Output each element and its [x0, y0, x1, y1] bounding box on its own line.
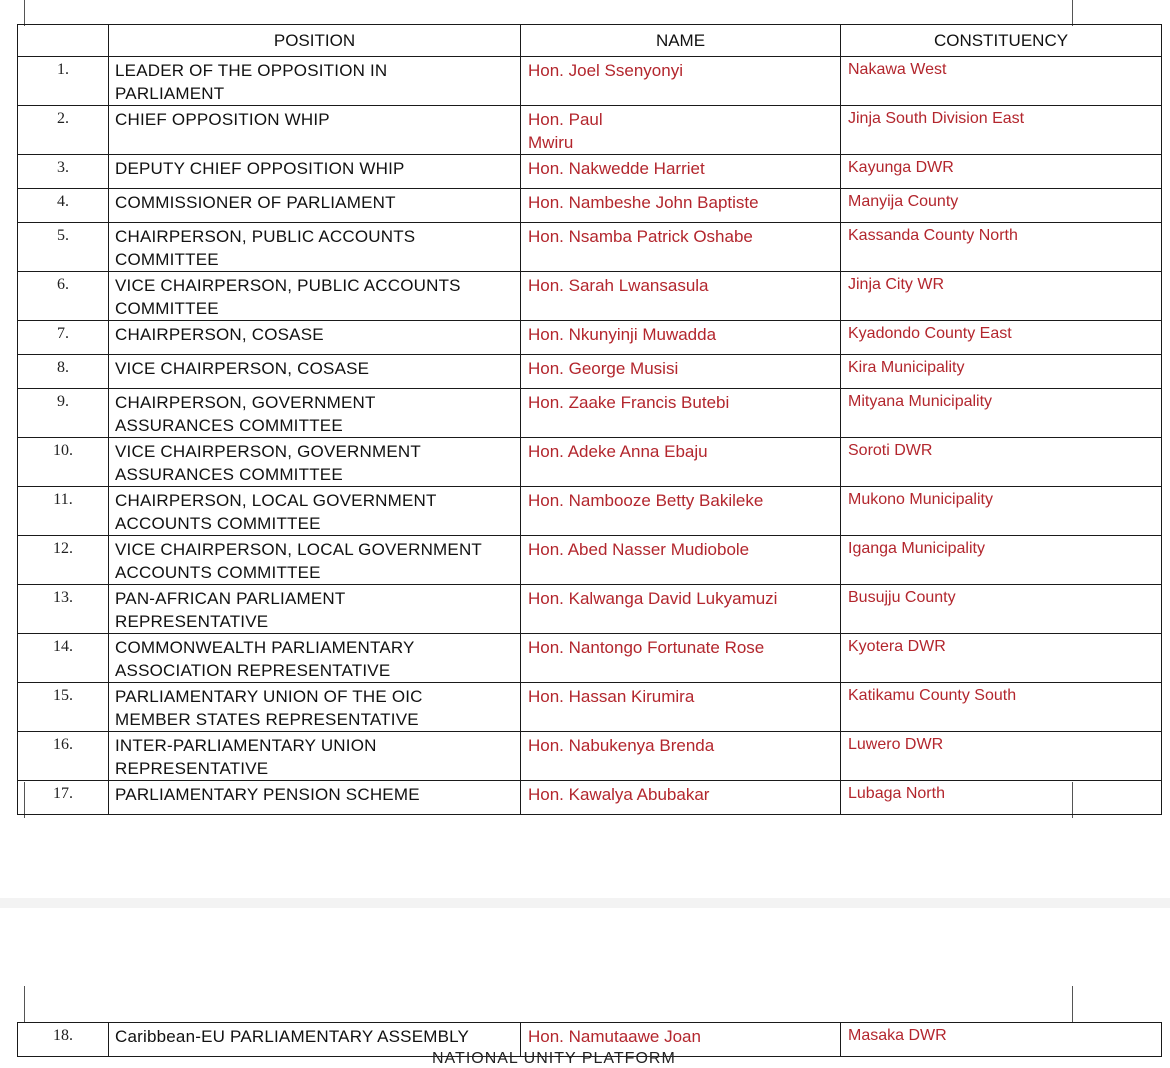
- table-row: [18, 223, 1162, 272]
- row-number: 3.: [57, 159, 69, 176]
- position-cell: VICE CHAIRPERSON, GOVERNMENT ASSURANCES COMMITTEE: [115, 442, 421, 484]
- position-cell: VICE CHAIRPERSON, PUBLIC ACCOUNTS COMMITTEE: [115, 276, 461, 318]
- table-row: [18, 155, 1162, 189]
- member-name-cell: Hon. Namutaawe Joan: [528, 1027, 701, 1046]
- constituency-cell: Luwero DWR: [848, 736, 944, 753]
- member-name-cell: Hon. Abed Nasser Mudiobole: [528, 540, 750, 559]
- constituency-cell: Soroti DWR: [848, 442, 933, 459]
- constituency-cell: Jinja City WR: [848, 276, 945, 293]
- row-number: 6.: [57, 276, 69, 293]
- member-name-cell: Hon. Joel Ssenyonyi: [528, 61, 683, 80]
- page-break: [0, 898, 1170, 908]
- member-name-cell: Hon. Nabukenya Brenda: [528, 736, 715, 755]
- row-number: 18.: [53, 1027, 73, 1044]
- table-row: [18, 57, 1162, 106]
- table-row: [18, 355, 1162, 389]
- table-row: [18, 536, 1162, 585]
- table-row: [18, 585, 1162, 634]
- position-cell: VICE CHAIRPERSON, LOCAL GOVERNMENT ACCOUNTS COMMITTEE: [115, 540, 482, 582]
- position-cell: COMMISSIONER OF PARLIAMENT: [115, 193, 396, 212]
- member-name-cell: Hon. Paul Mwiru: [528, 110, 603, 152]
- position-cell: VICE CHAIRPERSON, COSASE: [115, 359, 370, 378]
- member-name-cell: Hon. Adeke Anna Ebaju: [528, 442, 708, 461]
- position-cell: COMMONWEALTH PARLIAMENTARY ASSOCIATION REPRESENTATIVE: [115, 638, 415, 680]
- row-number: 10.: [53, 442, 73, 459]
- constituency-cell: Iganga Municipality: [848, 540, 985, 557]
- table-row: [18, 683, 1162, 732]
- row-number: 17.: [53, 785, 73, 802]
- position-cell: PAN-AFRICAN PARLIAMENT REPRESENTATIVE: [115, 589, 346, 631]
- row-number: 5.: [57, 227, 69, 244]
- position-cell: LEADER OF THE OPPOSITION IN PARLIAMENT: [115, 61, 388, 103]
- position-cell: PARLIAMENTARY UNION OF THE OIC MEMBER STATES REPRESENTATIVE: [115, 687, 423, 729]
- member-name-cell: Hon. Zaake Francis Butebi: [528, 393, 730, 412]
- constituency-cell: Kyotera DWR: [848, 638, 946, 655]
- constituency-cell: Masaka DWR: [848, 1027, 947, 1044]
- table-row: [18, 438, 1162, 487]
- crop-mark: [24, 986, 25, 1022]
- member-name-cell: Hon. Nakwedde Harriet: [528, 159, 705, 178]
- member-name-cell: Hon. Kawalya Abubakar: [528, 785, 710, 804]
- row-number: 1.: [57, 61, 69, 78]
- constituency-cell: Lubaga North: [848, 785, 945, 802]
- cut-off-footer-text: NATIONAL UNITY PLATFORM: [432, 1050, 676, 1067]
- table-header-row: [18, 25, 1162, 57]
- name-column-header: NAME: [521, 25, 841, 57]
- row-number: 16.: [53, 736, 73, 753]
- row-number: 9.: [57, 393, 69, 410]
- member-name-cell: Hon. Hassan Kirumira: [528, 687, 695, 706]
- constituency-cell: Kira Municipality: [848, 359, 965, 376]
- constituency-column-header: CONSTITUENCY: [841, 25, 1162, 57]
- member-name-cell: Hon. Nambooze Betty Bakileke: [528, 491, 764, 510]
- member-name-cell: Hon. Nsamba Patrick Oshabe: [528, 227, 753, 246]
- table-row: [18, 389, 1162, 438]
- member-name-cell: Hon. Kalwanga David Lukyamuzi: [528, 589, 778, 608]
- member-name-cell: Hon. Nkunyinji Muwadda: [528, 325, 717, 344]
- row-number: 15.: [53, 687, 73, 704]
- position-cell: CHAIRPERSON, PUBLIC ACCOUNTS COMMITTEE: [115, 227, 416, 269]
- row-number: 11.: [53, 491, 73, 508]
- constituency-cell: Nakawa West: [848, 61, 947, 78]
- constituency-cell: Jinja South Division East: [848, 110, 1025, 127]
- constituency-cell: Katikamu County South: [848, 687, 1017, 704]
- position-cell: CHIEF OPPOSITION WHIP: [115, 110, 330, 129]
- table-row: [18, 189, 1162, 223]
- row-number: 13.: [53, 589, 73, 606]
- table-row: [18, 487, 1162, 536]
- row-number: 7.: [57, 325, 69, 342]
- number-column-header: [18, 25, 109, 57]
- crop-mark: [1072, 986, 1073, 1022]
- table-row: [18, 781, 1162, 815]
- position-cell: PARLIAMENTARY PENSION SCHEME: [115, 785, 420, 804]
- table-row: [18, 732, 1162, 781]
- position-cell: CHAIRPERSON, GOVERNMENT ASSURANCES COMMITTEE: [115, 393, 376, 435]
- constituency-cell: Kayunga DWR: [848, 159, 954, 176]
- crop-mark: [24, 0, 25, 26]
- row-number: 2.: [57, 110, 69, 127]
- row-number: 14.: [53, 638, 73, 655]
- member-name-cell: Hon. Nantongo Fortunate Rose: [528, 638, 765, 657]
- member-name-cell: Hon. Sarah Lwansasula: [528, 276, 709, 295]
- position-cell: CHAIRPERSON, COSASE: [115, 325, 324, 344]
- position-cell: CHAIRPERSON, LOCAL GOVERNMENT ACCOUNTS COMMITTEE: [115, 491, 437, 533]
- opposition-positions-table: [17, 24, 1162, 815]
- table-row: [18, 106, 1162, 155]
- table-row: [18, 634, 1162, 683]
- crop-mark: [1072, 0, 1073, 26]
- constituency-cell: Mityana Municipality: [848, 393, 993, 410]
- position-column-header: POSITION: [109, 25, 521, 57]
- constituency-cell: Busujju County: [848, 589, 956, 606]
- row-number: 12.: [53, 540, 73, 557]
- member-name-cell: Hon. Nambeshe John Baptiste: [528, 193, 759, 212]
- table-row: [18, 321, 1162, 355]
- position-cell: INTER-PARLIAMENTARY UNION REPRESENTATIVE: [115, 736, 377, 778]
- constituency-cell: Manyija County: [848, 193, 959, 210]
- table-row: [18, 272, 1162, 321]
- position-cell: DEPUTY CHIEF OPPOSITION WHIP: [115, 159, 405, 178]
- position-cell: Caribbean-EU PARLIAMENTARY ASSEMBLY: [115, 1027, 470, 1046]
- constituency-cell: Mukono Municipality: [848, 491, 993, 508]
- row-number: 4.: [57, 193, 69, 210]
- constituency-cell: Kassanda County North: [848, 227, 1018, 244]
- member-name-cell: Hon. George Musisi: [528, 359, 679, 378]
- row-number: 8.: [57, 359, 69, 376]
- constituency-cell: Kyadondo County East: [848, 325, 1012, 342]
